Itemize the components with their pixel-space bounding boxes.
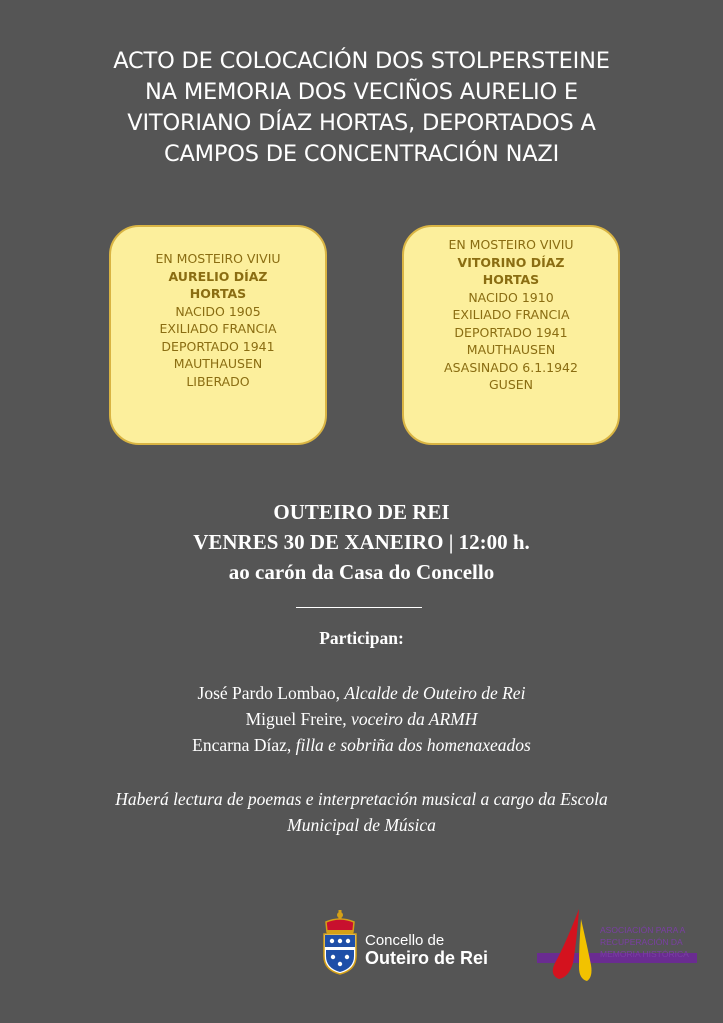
stone-line: EXILIADO FRANCIA: [159, 321, 277, 336]
title-line: CAMPOS DE CONCENTRACIÓN NAZI: [163, 141, 560, 167]
title-line: ACTO DE COLOCACIÓN DOS STOLPERSTEINE: [113, 48, 610, 74]
participant-row: [0, 680, 723, 706]
stone-name: VITORINO DÍAZ: [457, 254, 565, 270]
stone-line: MAUTHAUSEN: [466, 342, 556, 358]
title-line: NA MEMORIA DOS VECIÑOS AURELIO E: [145, 79, 578, 105]
stolperstein-aurelio: [109, 225, 327, 445]
participant-role: voceiro da ARMH: [351, 709, 478, 729]
participant-row: [0, 732, 723, 758]
participant-name: José Pardo Lombao,: [197, 683, 340, 703]
event-place: OUTEIRO DE REI: [273, 500, 450, 524]
armh-logo: [535, 905, 700, 985]
concello-logo: [320, 910, 510, 980]
stone-surname: HORTAS: [482, 272, 540, 288]
stolperstein-vitorino: [402, 225, 620, 445]
stone-line: GUSEN: [488, 377, 534, 393]
participants-heading: Participan:: [319, 628, 404, 648]
armh-logo-line1: ASOCIACIÓN PARA A: [600, 925, 686, 935]
divider: [296, 607, 422, 608]
note-line: Municipal de Música: [287, 815, 436, 835]
stone-surname: HORTAS: [189, 286, 247, 301]
program-note: [30, 786, 693, 838]
event-date: VENRES 30 DE XANEIRO | 12:00 h.: [193, 530, 530, 554]
concello-logo-line1: Concello de: [365, 932, 445, 949]
stone-line: NACIDO 1905: [175, 303, 261, 319]
participant-name: Miguel Freire,: [245, 709, 347, 729]
stone-name: AURELIO DÍAZ: [168, 268, 268, 284]
armh-logo-line3: MEMORIA HISTÓRICA: [600, 949, 689, 959]
participant-name: Encarna Díaz,: [192, 735, 292, 755]
stone-line: LIBERADO: [186, 373, 250, 389]
armh-logo-line2: RECUPERACIÓN DA: [600, 937, 683, 947]
concello-logo-line2: Outeiro de Rei: [365, 948, 489, 968]
participant-row: [0, 706, 723, 732]
note-line: Haberá lectura de poemas e interpretación musical a cargo da Escola: [115, 789, 608, 809]
stone-line: DEPORTADO 1941: [454, 324, 568, 340]
stone-line: ASASINADO 6.1.1942: [444, 359, 578, 375]
poster-title: [40, 46, 683, 170]
participant-role: filla e sobriña dos homenaxeados: [295, 735, 531, 755]
stone-line: EXILIADO FRANCIA: [452, 307, 570, 323]
stone-line: MAUTHAUSEN: [173, 356, 263, 371]
stone-line: NACIDO 1910: [468, 289, 554, 305]
stone-line: EN MOSTEIRO VIVIU: [155, 251, 281, 266]
participant-role: Alcalde de Outeiro de Rei: [344, 683, 526, 703]
coat-of-arms-icon: [320, 910, 360, 976]
event-location: ao carón da Casa do Concello: [228, 560, 495, 584]
title-line: VITORIANO DÍAZ HORTAS, DEPORTADOS A: [127, 110, 596, 136]
stone-line: EN MOSTEIRO VIVIU: [448, 237, 574, 253]
stone-line: DEPORTADO 1941: [161, 338, 275, 354]
